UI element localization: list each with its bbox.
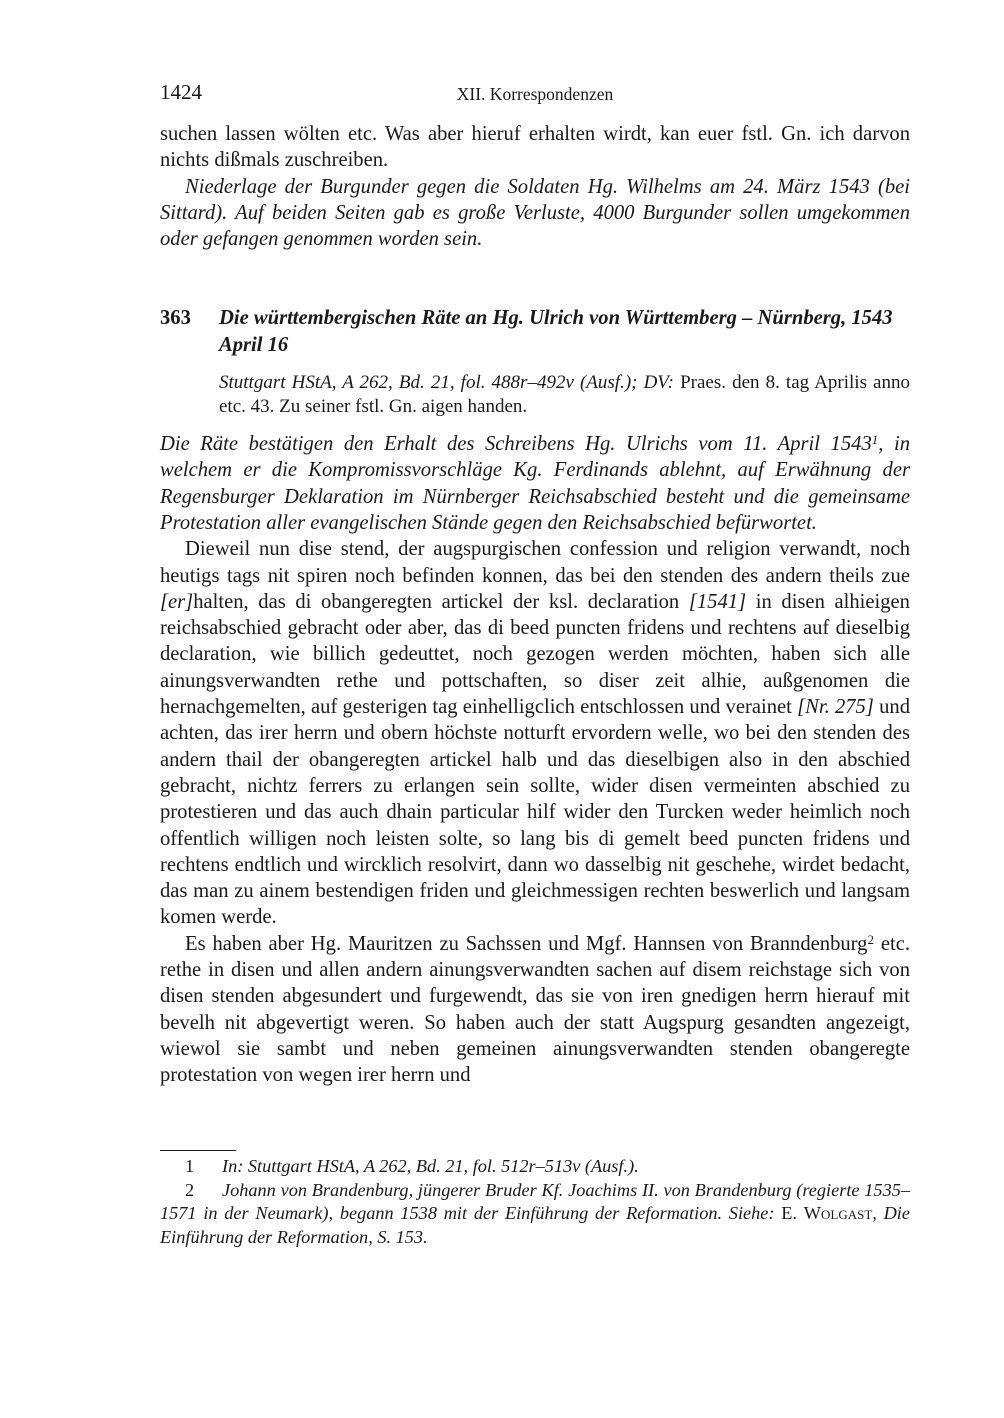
footnotes: [160, 1155, 910, 1249]
footnote-author-initial: E.: [774, 1203, 804, 1223]
footnote-text-2b: , Die Einführung der Reformation, S. 153.: [160, 1203, 910, 1247]
footnote-author: Wolgast: [803, 1203, 873, 1223]
p2-text-a: Es haben aber Hg. Mauritzen zu Sachssen und Mgf. Hannsen von Branndenburg: [185, 932, 868, 955]
p1-text-b: halten, das di obangeregten artickel der ksl. declaration: [193, 590, 689, 613]
p1-emendation: [er]: [160, 590, 194, 613]
summary-text-b: , in welchem er die Kompromissvorschläge Kg. Ferdinands ablehnt, auf Erwähnung der Regensburger Deklaration im Nürnberger Reichsabschied besteht und die gemeinsame Protestation aller evangelischen Stände gegen den Reichsabschied befürwortet.: [160, 433, 910, 534]
footnote-mark-2: 2: [185, 1179, 195, 1200]
editorial-note: Niederlage der Burgunder gegen die Soldaten Hg. Wilhelms am 24. März 1543 (bei Sittard). Auf beiden Seiten gab es große Verluste, 4000 Burgunder sollen umgekommen oder gefangen genommen worden sein.: [160, 175, 910, 251]
p1-ref-nr275: [Nr. 275]: [797, 696, 874, 719]
running-title: XII. Korrespondenzen: [456, 84, 614, 104]
p1-text-c: in disen alhieigen reichsabschied gebracht oder aber, das di beed puncten fridens und rechtens auf dieselbig declaration, wie billich gedeuttet, noch gezogen werden möchten, haben sich alle ainungsverwandten rethe und pottschaften, so diser zeit alhie, außgenomen die hernachgemelten, auf gesterigen tag einhelligclich entschlossen und verainet: [160, 590, 910, 719]
footnote-text-1: In: Stuttgart HStA, A 262, Bd. 21, fol. 512r–513v (Ausf.).: [222, 1156, 639, 1176]
p2-text-b: etc. rethe in disen und allen andern ainungsverwandten sachen auf disem reichstage sich von disen stenden abgesundert und furgewendt, das sie von iren gnedigen herrn hierauf mit bevelh nit abgevertigt weren. So haben auch der statt Augspurg gesandten angezeigt, wiewol sie sambt und neben gemeinen ainungsverwandten stenden obangeregte protestation von wegen irer herrn und: [160, 932, 910, 1087]
body-paragraph-1: [160, 536, 910, 930]
footnote-2: [160, 1179, 910, 1250]
page-number: 1424: [160, 80, 202, 104]
summary-text-a: Die Räte bestätigen den Erhalt des Schreibens Hg. Ulrichs vom 11. April 1543: [160, 433, 872, 456]
footnote-mark-1: 1: [185, 1156, 195, 1176]
continuation-paragraph: suchen lassen wölten etc. Was aber hieruf erhalten wirdt, kan euer fstl. Gn. ich darvon nichts dißmals zuschreiben.: [160, 123, 910, 172]
running-header: [160, 80, 910, 108]
footnote-ref-1[interactable]: 1: [871, 432, 879, 448]
main-text: [160, 121, 910, 1089]
footnote-ref-2[interactable]: 2: [867, 931, 874, 947]
footnote-text-2a: Johann von Brandenburg, jüngerer Bruder Kf. Joachims II. von Brandenburg (regierte 1535–1571 in der Neumark), begann 1538 mit der Einführung der Reformation. Siehe:: [160, 1179, 910, 1223]
source-archive: Stuttgart HStA, A 262, Bd. 21, fol. 488r–492v (Ausf.); DV:: [219, 372, 674, 394]
body-paragraph-2: [160, 931, 910, 1089]
footnote-1: [160, 1155, 910, 1179]
document-heading: [160, 305, 910, 358]
source-citation: [219, 371, 910, 419]
document-title: Die württembergischen Räte an Hg. Ulrich von Württemberg – Nürnberg, 1543 April 16: [219, 307, 893, 356]
p1-text-d: und achten, das irer herrn und obern höchste notturft ervordern welle, wo bei den stenden des andern thail der obangeregten artickel halb und das dieselbigen also in den abschied gebracht, nichtz ferrers zu erlangen sein sollte, wider disen vermeinten abschied zu protestieren und das auch dhain particular hilf wider den Turcken weder heimlich noch offentlich willigen noch leisten solte, so lang bis di gemelt beed puncten fridens und rechtens endtlich und wircklich resolvirt, dann wo dasselbig nit geschehe, wirdet bedacht, das man zu ainem bestendigen friden und gleichmessigen rechten beswerlich und langsam komen werde.: [160, 696, 910, 929]
footnote-rule: [160, 1150, 236, 1151]
document-number: 363: [160, 307, 191, 330]
p1-text-a: Dieweil nun dise stend, der augspurgischen confession und religion verwandt, noch heutigs tags nit spiren noch befinden konnen, das bei den stenden des andern theils zue: [160, 538, 910, 587]
p1-ref-1541: [1541]: [688, 590, 747, 613]
document-summary: [160, 431, 910, 536]
source-endorsement: Praes. den 8. tag Aprilis anno etc. 43. Zu seiner fstl. Gn. aigen handen.: [219, 372, 910, 418]
